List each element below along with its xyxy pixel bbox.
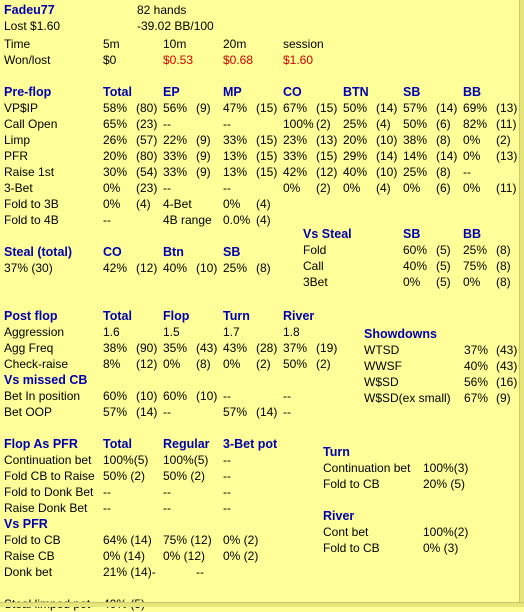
- vs-missed-cell: --: [283, 389, 291, 403]
- player-name: Fadeu77: [4, 3, 55, 17]
- preflop-row-label: VP$IP: [4, 101, 39, 115]
- preflop-cell: (6): [436, 181, 451, 195]
- preflop-cell: (54): [136, 165, 158, 179]
- preflop-cell: 33%: [283, 149, 308, 163]
- steal-cell: (8): [256, 261, 271, 275]
- preflop-cell: (11): [496, 181, 517, 195]
- vs-pfr-cell: 21% (14)-: [103, 565, 156, 579]
- preflop-cell: 56%: [163, 101, 188, 115]
- preflop-cell: 25%: [403, 165, 428, 179]
- vs-missed-cell: (10): [136, 389, 158, 403]
- vs-steal-label: 3Bet: [303, 275, 328, 289]
- preflop-cell: 0%: [463, 133, 481, 147]
- preflop-cell: (13): [496, 149, 518, 163]
- time-label: Time: [4, 37, 31, 51]
- showdown-label: WTSD: [364, 343, 400, 357]
- preflop-cell: (4): [376, 117, 391, 131]
- preflop-cell: (6): [436, 117, 451, 131]
- vs-missed-cell: 60%: [103, 389, 128, 403]
- postflop-cell: 1.8: [283, 325, 300, 339]
- wonlost-value: $0.68: [223, 53, 254, 67]
- preflop-cell: (14): [436, 149, 458, 163]
- postflop-cell: (8): [196, 357, 211, 371]
- window-bottom-border: [0, 602, 524, 607]
- preflop-cell: 20%: [103, 149, 128, 163]
- preflop-cell: 47%: [223, 101, 248, 115]
- postflop-cell: (43): [196, 341, 218, 355]
- preflop-header: BTN: [343, 85, 369, 99]
- vs-steal-cell: (8): [496, 275, 511, 289]
- vs-missed-cell: --: [163, 405, 171, 419]
- preflop-cell: 33%: [163, 149, 188, 163]
- vs-pfr-cell: 0% (2): [223, 533, 259, 547]
- preflop-cell: --: [463, 165, 471, 179]
- steal-total: 37% (30): [4, 261, 53, 275]
- preflop-cell: (80): [136, 149, 158, 163]
- vs-missed-cell: 57%: [223, 405, 248, 419]
- steal-cell: (12): [136, 261, 158, 275]
- preflop-cell: (12): [316, 165, 338, 179]
- vs-steal-cell: (5): [436, 275, 451, 289]
- postflop-cell: 0%: [163, 357, 181, 371]
- river-label: Fold to CB: [323, 541, 380, 555]
- preflop-cell: (23): [136, 117, 158, 131]
- preflop-cell: (9): [196, 149, 211, 163]
- showdown-count: (43): [496, 359, 518, 373]
- postflop-cell: 1.7: [223, 325, 240, 339]
- preflop-cell: 0%: [103, 181, 121, 195]
- postflop-header: Turn: [223, 309, 250, 323]
- four-bet-range-count: (4): [256, 213, 271, 227]
- preflop-cell: 0%: [283, 181, 301, 195]
- postflop-label: Aggression: [4, 325, 65, 339]
- preflop-cell: 22%: [163, 133, 188, 147]
- vs-steal-header: BB: [463, 227, 482, 241]
- preflop-cell: 23%: [283, 133, 308, 147]
- preflop-header: Total: [103, 85, 132, 99]
- flop-pfr-cell: --: [103, 501, 111, 515]
- showdown-count: (9): [496, 391, 511, 405]
- preflop-cell: (15): [316, 149, 338, 163]
- preflop-cell: 29%: [343, 149, 368, 163]
- time-column: 20m: [223, 37, 247, 51]
- preflop-cell: 14%: [403, 149, 428, 163]
- flop-pfr-label: Fold to Donk Bet: [4, 485, 94, 499]
- vs-steal-cell: 40%: [403, 259, 428, 273]
- vs-missed-cell: (10): [196, 389, 218, 403]
- vs-steal-header: Vs Steal: [303, 227, 352, 241]
- preflop-row-label: 3-Bet: [4, 181, 33, 195]
- turn-label: Fold to CB: [323, 477, 380, 491]
- steal-cell: 25%: [223, 261, 248, 275]
- fold-4b-label: Fold to 4B: [4, 213, 59, 227]
- preflop-cell: --: [163, 181, 171, 195]
- flop-pfr-cell: --: [223, 469, 231, 483]
- preflop-cell: (14): [376, 149, 398, 163]
- turn-value: 100%(3): [423, 461, 469, 475]
- preflop-row-label: Limp: [4, 133, 31, 147]
- vs-steal-cell: 0%: [463, 275, 481, 289]
- vs-pfr-label: Raise CB: [4, 549, 55, 563]
- preflop-header: SB: [403, 85, 421, 99]
- preflop-cell: (13): [496, 101, 518, 115]
- preflop-cell: 0%: [343, 181, 361, 195]
- preflop-cell: (8): [436, 165, 451, 179]
- four-bet-label: 4-Bet: [163, 197, 192, 211]
- preflop-cell: 13%: [223, 149, 248, 163]
- steal-header: Btn: [163, 245, 184, 259]
- lost-amount: Lost $1.60: [4, 19, 61, 33]
- postflop-header: Post flop: [4, 309, 58, 323]
- vs-missed-cb-header: Vs missed CB: [4, 373, 88, 387]
- postflop-cell: 35%: [163, 341, 188, 355]
- turn-label: Continuation bet: [323, 461, 411, 475]
- flop-pfr-header: 3-Bet pot: [223, 437, 278, 451]
- preflop-cell: (14): [376, 101, 398, 115]
- vs-pfr-cell: 64% (14): [103, 533, 152, 547]
- steal-header: SB: [223, 245, 241, 259]
- preflop-cell: (15): [316, 101, 338, 115]
- preflop-cell: --: [223, 181, 231, 195]
- preflop-cell: 57%: [403, 101, 428, 115]
- steal-cell: 42%: [103, 261, 128, 275]
- vs-pfr-cell: 0% (2): [223, 549, 259, 563]
- steal-header: Steal (total): [4, 245, 73, 259]
- preflop-cell: (10): [376, 133, 398, 147]
- preflop-cell: 30%: [103, 165, 128, 179]
- vs-steal-cell: (5): [436, 243, 451, 257]
- postflop-header: River: [283, 309, 315, 323]
- showdown-label: WWSF: [364, 359, 402, 373]
- preflop-cell: (9): [196, 133, 211, 147]
- preflop-cell: 33%: [223, 133, 248, 147]
- vs-missed-cell: 57%: [103, 405, 128, 419]
- vs-missed-cell: 60%: [163, 389, 188, 403]
- preflop-cell: (13): [316, 133, 338, 147]
- preflop-header: Pre-flop: [4, 85, 52, 99]
- preflop-cell: 82%: [463, 117, 488, 131]
- fold-3b-value: 0%: [103, 197, 121, 211]
- four-bet-range-label: 4B range: [163, 213, 212, 227]
- flop-pfr-cell: 50% (2): [103, 469, 146, 483]
- turn-value: 20% (5): [423, 477, 466, 491]
- wonlost-value: $0: [103, 53, 117, 67]
- preflop-header: EP: [163, 85, 180, 99]
- preflop-cell: 33%: [163, 165, 188, 179]
- postflop-cell: 8%: [103, 357, 121, 371]
- postflop-cell: (19): [316, 341, 338, 355]
- preflop-cell: (15): [256, 165, 278, 179]
- flop-pfr-cell: 100%(5): [103, 453, 149, 467]
- vs-steal-cell: (8): [496, 259, 511, 273]
- preflop-cell: (23): [136, 181, 158, 195]
- vs-missed-cell: (14): [256, 405, 278, 419]
- preflop-cell: 58%: [103, 101, 128, 115]
- flop-pfr-cell: --: [223, 485, 231, 499]
- vs-missed-cell: --: [283, 405, 291, 419]
- vs-pfr-cell: 0% (14): [103, 549, 146, 563]
- wonlost-label: Won/lost: [4, 53, 51, 67]
- preflop-cell: 65%: [103, 117, 128, 131]
- preflop-cell: 25%: [343, 117, 368, 131]
- showdown-count: (43): [496, 343, 518, 357]
- preflop-cell: (11): [496, 117, 517, 131]
- preflop-cell: 20%: [343, 133, 368, 147]
- vs-missed-cell: --: [223, 389, 231, 403]
- postflop-cell: (28): [256, 341, 278, 355]
- preflop-row-label: PFR: [4, 149, 28, 163]
- postflop-label: Agg Freq: [4, 341, 54, 355]
- flop-pfr-header: Regular: [163, 437, 210, 451]
- steal-cell: 40%: [163, 261, 188, 275]
- vs-steal-label: Fold: [303, 243, 327, 257]
- preflop-cell: 69%: [463, 101, 488, 115]
- vs-pfr-header: Vs PFR: [4, 517, 48, 531]
- postflop-cell: 37%: [283, 341, 308, 355]
- postflop-header: Total: [103, 309, 132, 323]
- preflop-cell: (9): [196, 165, 211, 179]
- flop-pfr-cell: --: [103, 485, 111, 499]
- flop-pfr-cell: --: [163, 485, 171, 499]
- preflop-cell: (80): [136, 101, 158, 115]
- showdowns-header: Showdowns: [364, 327, 437, 341]
- steal-cell: (10): [196, 261, 218, 275]
- preflop-cell: (8): [436, 133, 451, 147]
- preflop-cell: (10): [376, 165, 398, 179]
- preflop-cell: 0%: [403, 181, 421, 195]
- flop-pfr-header: Total: [103, 437, 132, 451]
- fold-4b-value: --: [103, 213, 111, 227]
- fold-3b-label: Fold to 3B: [4, 197, 59, 211]
- preflop-cell: 26%: [103, 133, 128, 147]
- wonlost-value: $1.60: [283, 53, 314, 67]
- preflop-header: BB: [463, 85, 482, 99]
- postflop-cell: 43%: [223, 341, 248, 355]
- vs-missed-cell: (14): [136, 405, 158, 419]
- postflop-cell: 1.6: [103, 325, 120, 339]
- vs-steal-cell: (5): [436, 259, 451, 273]
- flop-pfr-header: Flop As PFR: [4, 437, 78, 451]
- flop-pfr-label: Continuation bet: [4, 453, 92, 467]
- flop-pfr-label: Fold CB to Raise: [4, 469, 95, 483]
- preflop-cell: (4): [376, 181, 391, 195]
- preflop-header: CO: [283, 85, 302, 99]
- preflop-cell: 40%: [343, 165, 368, 179]
- vs-pfr-cell: 0% (12): [163, 549, 206, 563]
- preflop-cell: (2): [316, 181, 331, 195]
- river-label: Cont bet: [323, 525, 369, 539]
- vs-steal-header: SB: [403, 227, 421, 241]
- time-column: session: [283, 37, 324, 51]
- preflop-cell: 50%: [403, 117, 428, 131]
- preflop-row-label: Call Open: [4, 117, 58, 131]
- preflop-cell: 13%: [223, 165, 248, 179]
- showdown-label: W$SD(ex small): [364, 391, 451, 405]
- time-column: 5m: [103, 37, 120, 51]
- vs-pfr-label: Fold to CB: [4, 533, 61, 547]
- vs-steal-cell: 25%: [463, 243, 488, 257]
- preflop-cell: (15): [256, 149, 278, 163]
- four-bet-range-value: 0.0%: [223, 213, 251, 227]
- vs-missed-label: Bet In position: [4, 389, 81, 403]
- wonlost-value: $0.53: [163, 53, 194, 67]
- flop-pfr-label: Raise Donk Bet: [4, 501, 88, 515]
- river-value: 100%(2): [423, 525, 469, 539]
- window-right-border: [519, 0, 524, 606]
- bb-per-100: -39.02 BB/100: [137, 19, 214, 33]
- postflop-cell: 1.5: [163, 325, 180, 339]
- vs-pfr-cell: --: [196, 565, 204, 579]
- steal-header: CO: [103, 245, 122, 259]
- postflop-cell: (12): [136, 357, 158, 371]
- showdown-count: (16): [496, 375, 518, 389]
- preflop-header: MP: [223, 85, 242, 99]
- four-bet-value: 0%: [223, 197, 241, 211]
- showdown-value: 67%: [464, 391, 489, 405]
- time-column: 10m: [163, 37, 187, 51]
- showdown-value: 40%: [464, 359, 489, 373]
- vs-steal-cell: 75%: [463, 259, 488, 273]
- river-value: 0% (3): [423, 541, 459, 555]
- preflop-cell: 67%: [283, 101, 308, 115]
- vs-steal-label: Call: [303, 259, 324, 273]
- four-bet-count: (4): [256, 197, 271, 211]
- preflop-cell: (9): [196, 101, 211, 115]
- hands-count: 82 hands: [137, 3, 187, 17]
- preflop-cell: (15): [256, 101, 278, 115]
- river-header: River: [323, 509, 355, 523]
- postflop-cell: (2): [316, 357, 331, 371]
- vs-pfr-label: Donk bet: [4, 565, 53, 579]
- postflop-cell: (2): [256, 357, 271, 371]
- vs-missed-label: Bet OOP: [4, 405, 53, 419]
- flop-pfr-cell: --: [223, 501, 231, 515]
- flop-pfr-cell: --: [163, 501, 171, 515]
- showdown-value: 56%: [464, 375, 489, 389]
- vs-steal-cell: (8): [496, 243, 511, 257]
- preflop-cell: (15): [256, 133, 278, 147]
- preflop-cell: 50%: [343, 101, 368, 115]
- postflop-header: Flop: [163, 309, 190, 323]
- postflop-cell: 50%: [283, 357, 308, 371]
- flop-pfr-cell: 100%(5): [163, 453, 209, 467]
- vs-pfr-cell: 75% (12): [163, 533, 212, 547]
- showdown-value: 37%: [464, 343, 489, 357]
- preflop-cell: --: [163, 117, 171, 131]
- vs-steal-cell: 60%: [403, 243, 428, 257]
- postflop-label: Check-raise: [4, 357, 69, 371]
- preflop-cell: 38%: [403, 133, 428, 147]
- postflop-cell: 38%: [103, 341, 128, 355]
- preflop-cell: 0%: [463, 181, 481, 195]
- postflop-cell: 0%: [223, 357, 241, 371]
- fold-3b-count: (4): [136, 197, 151, 211]
- preflop-cell: 100%: [283, 117, 314, 131]
- preflop-cell: --: [223, 117, 231, 131]
- preflop-cell: (2): [496, 133, 511, 147]
- flop-pfr-cell: 50% (2): [163, 469, 206, 483]
- postflop-cell: (90): [136, 341, 158, 355]
- preflop-cell: 42%: [283, 165, 308, 179]
- vs-steal-cell: 0%: [403, 275, 421, 289]
- preflop-cell: 0%: [463, 149, 481, 163]
- showdown-label: W$SD: [364, 375, 399, 389]
- turn-header: Turn: [323, 445, 350, 459]
- preflop-cell: (14): [436, 101, 458, 115]
- preflop-cell: (2): [316, 117, 331, 131]
- flop-pfr-cell: --: [223, 453, 231, 467]
- preflop-row-label: Raise 1st: [4, 165, 55, 179]
- preflop-cell: (57): [136, 133, 158, 147]
